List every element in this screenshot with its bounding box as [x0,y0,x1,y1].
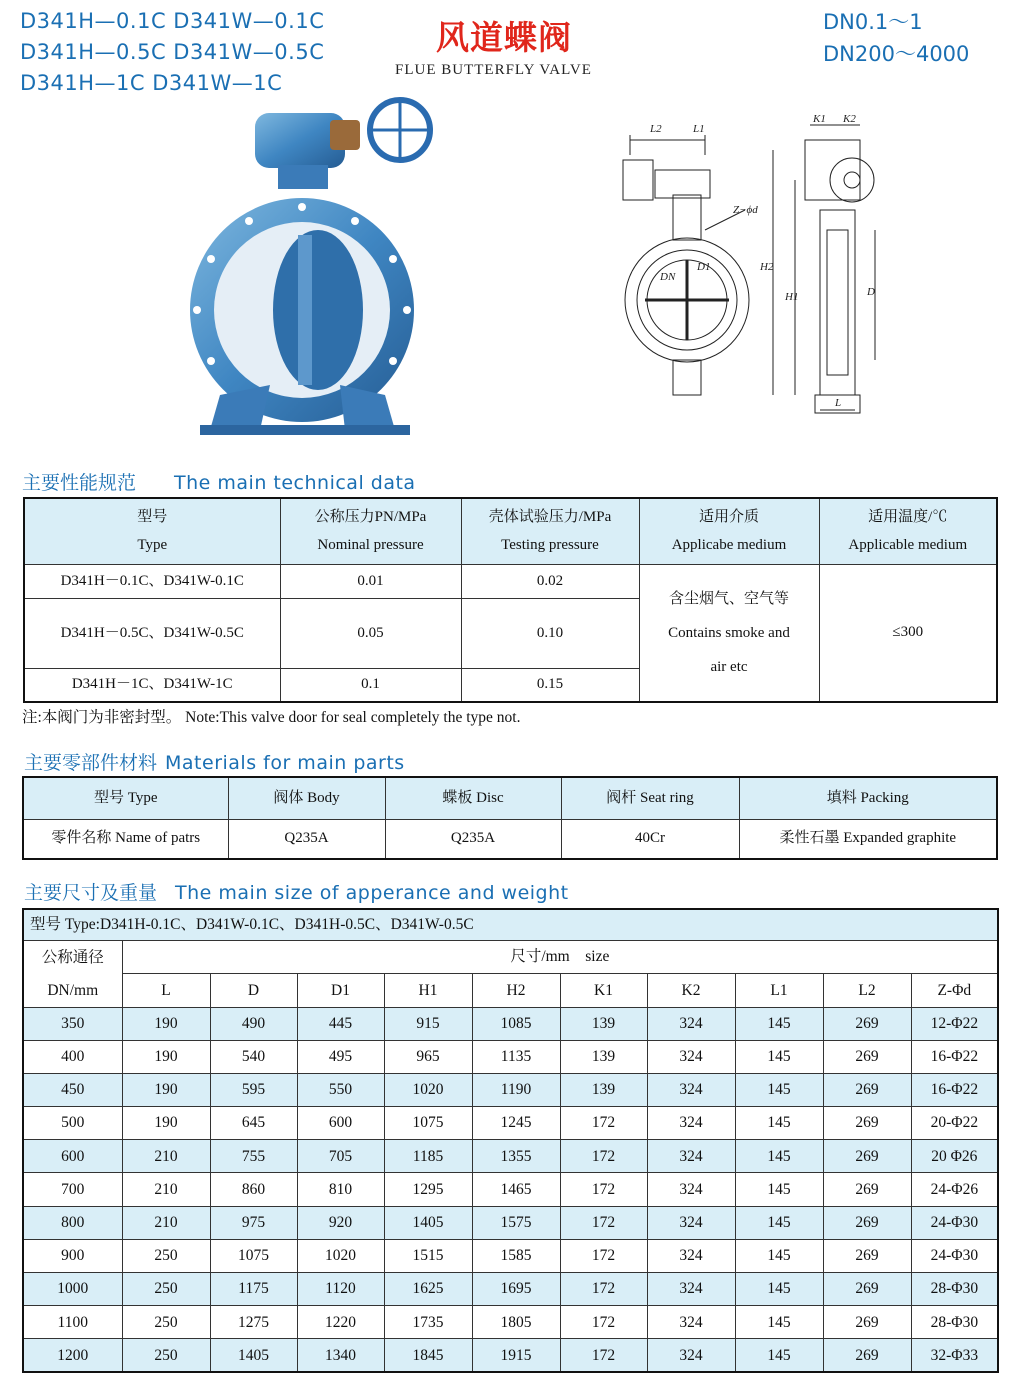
size-cell: 190 [122,1073,210,1106]
size-cell: 172 [560,1173,647,1206]
pn-cell: 0.01 [280,564,461,598]
size-cell: 24-Φ30 [911,1206,998,1239]
size-cell: 250 [122,1306,210,1339]
column-header: K2 [647,974,735,1008]
test-cell: 0.02 [461,564,639,598]
table-row [23,1040,998,1073]
size-cell: 145 [735,1239,823,1272]
column-header: H1 [384,974,472,1008]
table-row [23,1173,998,1206]
size-cell: 172 [560,1107,647,1140]
table-header-row [23,777,997,819]
size-cell: 16-Φ22 [911,1073,998,1106]
size-cell: 600 [297,1107,384,1140]
header-cell: 型号 Type [24,498,280,564]
size-cell: 269 [823,1273,911,1306]
size-cell: 495 [297,1040,384,1073]
size-cell: 550 [297,1073,384,1106]
size-cell: 324 [647,1007,735,1040]
size-cell: 269 [823,1206,911,1239]
size-cell: 269 [823,1140,911,1173]
dn-cell: 700 [23,1173,122,1206]
dn-cell: 800 [23,1206,122,1239]
size-cell: 1585 [472,1239,560,1272]
valve-drawing [605,110,905,430]
title-chinese: 风道蝶阀 [436,18,572,57]
materials-section-title [24,748,405,775]
size-cell: 490 [210,1007,297,1040]
valve-photo [180,95,450,440]
size-cell: 1245 [472,1107,560,1140]
size-cell: 920 [297,1206,384,1239]
header-cell: 型号 Type [23,777,228,819]
size-cell: 139 [560,1007,647,1040]
model-line: D341H—0.1C D341W—0.1C [20,9,325,33]
header-cell: 填料 Packing [739,777,997,819]
table-row [23,1306,998,1339]
size-cell: 1695 [472,1273,560,1306]
header-cell: 公称压力PN/MPa Nominal pressure [280,498,461,564]
size-cell: 172 [560,1339,647,1372]
size-cell: 210 [122,1140,210,1173]
size-cell: 145 [735,1273,823,1306]
column-header: K1 [560,974,647,1008]
size-cell: 250 [122,1239,210,1272]
dn-cell: 400 [23,1040,122,1073]
size-cell: 28-Φ30 [911,1273,998,1306]
size-cell: 145 [735,1306,823,1339]
header-cell: 适用介质 Applicabe medium [639,498,819,564]
size-cell: 324 [647,1173,735,1206]
header-cell: 蝶板 Disc [385,777,561,819]
table-row [23,1339,998,1372]
size-cell: 595 [210,1073,297,1106]
dn-cell: 900 [23,1239,122,1272]
temperature-cell: ≤300 [819,564,997,702]
size-cell: 269 [823,1107,911,1140]
size-cell: 172 [560,1206,647,1239]
size-cell: 705 [297,1140,384,1173]
size-cell: 32-Φ33 [911,1339,998,1372]
table-row [24,564,997,598]
column-header: Z-Φd [911,974,998,1008]
dn-header: 公称通径 DN/mm [23,940,122,1007]
type-cell: D341H－0.1C、D341W-0.1C [24,564,280,598]
pressure-range: DN0.1～1 [823,10,923,34]
size-cell: 1175 [210,1273,297,1306]
size-cell: 16-Φ22 [911,1040,998,1073]
material-cell: 40Cr [561,819,739,859]
range-info [823,6,969,70]
size-cell: 190 [122,1007,210,1040]
column-header: L2 [823,974,911,1008]
table-row [23,1007,998,1040]
size-cell: 269 [823,1239,911,1272]
size-cell: 1190 [472,1073,560,1106]
size-cell: 20-Φ22 [911,1107,998,1140]
size-cell: 965 [384,1040,472,1073]
header-cell: 壳体试验压力/MPa Testing pressure [461,498,639,564]
size-cell: 1805 [472,1306,560,1339]
label-L1: L1 [693,123,705,135]
size-cell: 755 [210,1140,297,1173]
size-cell: 1355 [472,1140,560,1173]
pn-cell: 0.1 [280,668,461,702]
header-cell: 阀体 Body [228,777,385,819]
label-H1: H1 [785,291,799,303]
model-list [20,6,324,99]
column-header: H2 [472,974,560,1008]
size-cell: 1135 [472,1040,560,1073]
size-cell: 1295 [384,1173,472,1206]
size-label-row [23,940,998,974]
materials-table [22,776,998,860]
size-cell: 860 [210,1173,297,1206]
size-cell: 12-Φ22 [911,1007,998,1040]
size-cell: 1020 [297,1239,384,1272]
label-K1: K1 [813,113,826,125]
pn-cell: 0.05 [280,598,461,668]
model-line: D341H—0.5C D341W—0.5C [20,40,325,64]
size-cell: 324 [647,1273,735,1306]
size-header: 尺寸/mm size [122,940,998,974]
label-Zd: Z−ϕd [733,204,758,216]
technical-table [23,497,998,703]
size-cell: 269 [823,1040,911,1073]
sizes-section-title [24,878,569,905]
table-row [23,1206,998,1239]
technical-title-cn: 主要性能规范 [22,472,137,494]
size-cell: 269 [823,1007,911,1040]
size-cell: 24-Φ30 [911,1239,998,1272]
type-cell: D341H－0.5C、D341W-0.5C [24,598,280,668]
size-cell: 1405 [210,1339,297,1372]
dn-cell: 1200 [23,1339,122,1372]
size-cell: 210 [122,1173,210,1206]
size-cell: 172 [560,1140,647,1173]
size-cell: 145 [735,1107,823,1140]
size-cell: 1735 [384,1306,472,1339]
medium-cell: 含尘烟气、空气等 Contains smoke and air etc [639,564,819,702]
size-cell: 145 [735,1339,823,1372]
type-cell: D341H－1C、D341W-1C [24,668,280,702]
size-cell: 190 [122,1107,210,1140]
dn-cell: 350 [23,1007,122,1040]
size-cell: 1625 [384,1273,472,1306]
size-cell: 1220 [297,1306,384,1339]
size-cell: 145 [735,1007,823,1040]
size-cell: 139 [560,1073,647,1106]
materials-title-cn: 主要零部件材料 [24,752,158,774]
size-cell: 172 [560,1306,647,1339]
table-header-row [24,498,997,564]
test-cell: 0.15 [461,668,639,702]
size-cell: 145 [735,1073,823,1106]
dn-cell: 600 [23,1140,122,1173]
size-cell: 324 [647,1073,735,1106]
technical-note: 注:本阀门为非密封型。 Note:This valve door for seal completely the type not. [22,709,521,726]
type-row [23,909,998,940]
size-cell: 172 [560,1273,647,1306]
size-cell: 1075 [210,1239,297,1272]
title-english: FLUE BUTTERFLY VALVE [395,62,592,78]
label-K2: K2 [843,113,856,125]
materials-title-en: Materials for main parts [165,752,405,774]
size-cell: 1275 [210,1306,297,1339]
size-cell: 1340 [297,1339,384,1372]
model-line: D341H—1C D341W—1C [20,71,283,95]
dn-cell: 1100 [23,1306,122,1339]
label-DN: DN [660,271,676,283]
size-cell: 20 Φ26 [911,1140,998,1173]
sizes-title-en: The main size of apperance and weight [175,882,569,904]
size-cell: 1405 [384,1206,472,1239]
size-cell: 1915 [472,1339,560,1372]
size-cell: 1020 [384,1073,472,1106]
size-cell: 1465 [472,1173,560,1206]
header-cell: 阀杆 Seat ring [561,777,739,819]
dn-cell: 500 [23,1107,122,1140]
size-cell: 190 [122,1040,210,1073]
label-D1: D1 [697,261,711,273]
table-row [23,1107,998,1140]
size-cell: 145 [735,1040,823,1073]
test-cell: 0.10 [461,598,639,668]
label-D: D [867,286,875,298]
size-cell: 540 [210,1040,297,1073]
size-cell: 24-Φ26 [911,1173,998,1206]
column-header: L1 [735,974,823,1008]
header-cell: 适用温度/℃ Applicable medium [819,498,997,564]
size-cell: 324 [647,1239,735,1272]
dn-cell: 1000 [23,1273,122,1306]
size-cell: 1075 [384,1107,472,1140]
size-cell: 324 [647,1040,735,1073]
size-cell: 172 [560,1239,647,1272]
table-row [23,1239,998,1272]
table-row [23,1140,998,1173]
size-cell: 250 [122,1273,210,1306]
size-cell: 975 [210,1206,297,1239]
size-cell: 1575 [472,1206,560,1239]
size-cell: 324 [647,1140,735,1173]
size-cell: 269 [823,1306,911,1339]
size-cell: 269 [823,1073,911,1106]
material-cell: Q235A [385,819,561,859]
size-cell: 145 [735,1140,823,1173]
column-header-row [23,974,998,1008]
size-cell: 1120 [297,1273,384,1306]
size-cell: 324 [647,1339,735,1372]
table-row [23,819,997,859]
table-row [23,1073,998,1106]
column-header: L [122,974,210,1008]
column-header: D [210,974,297,1008]
size-cell: 1085 [472,1007,560,1040]
table-row [23,1273,998,1306]
sizes-table [22,908,999,1373]
size-cell: 269 [823,1173,911,1206]
technical-section-title [22,468,416,495]
size-cell: 269 [823,1339,911,1372]
label-L2: L2 [650,123,662,135]
size-cell: 1515 [384,1239,472,1272]
label-H2: H2 [760,261,774,273]
size-cell: 324 [647,1107,735,1140]
size-cell: 145 [735,1206,823,1239]
type-line: 型号 Type:D341H-0.1C、D341W-0.1C、D341H-0.5C、D341W-0.5C [23,909,998,940]
size-cell: 210 [122,1206,210,1239]
sizes-title-cn: 主要尺寸及重量 [24,882,158,904]
size-range: DN200～4000 [823,42,970,66]
size-cell: 145 [735,1173,823,1206]
size-cell: 645 [210,1107,297,1140]
material-cell: 柔性石墨 Expanded graphite [739,819,997,859]
technical-title-en: The main technical data [174,472,416,494]
size-cell: 324 [647,1206,735,1239]
label-L: L [835,397,842,409]
column-header: D1 [297,974,384,1008]
size-cell: 139 [560,1040,647,1073]
dn-cell: 450 [23,1073,122,1106]
size-cell: 1845 [384,1339,472,1372]
size-cell: 324 [647,1306,735,1339]
material-cell: 零件名称 Name of patrs [23,819,228,859]
size-cell: 1185 [384,1140,472,1173]
size-cell: 445 [297,1007,384,1040]
size-cell: 250 [122,1339,210,1372]
size-cell: 28-Φ30 [911,1306,998,1339]
material-cell: Q235A [228,819,385,859]
size-cell: 810 [297,1173,384,1206]
size-cell: 915 [384,1007,472,1040]
